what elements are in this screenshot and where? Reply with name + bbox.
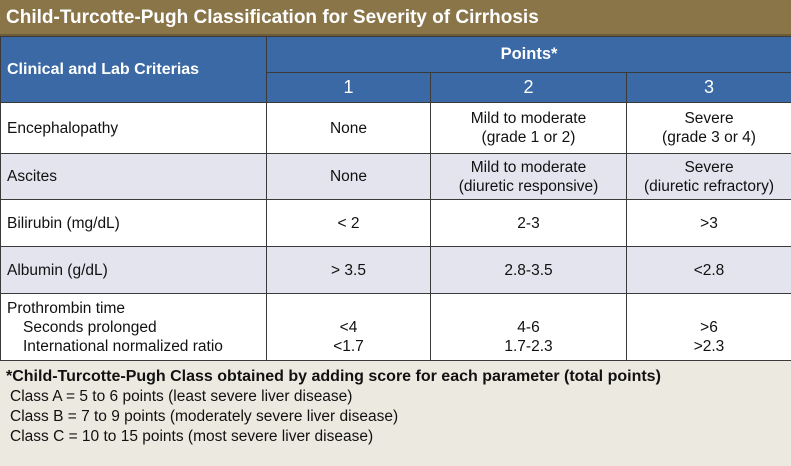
cell-line: >6 [700, 318, 718, 336]
points-2-cell [431, 154, 627, 200]
cell-line: (diuretic responsive) [458, 177, 599, 195]
points-1-cell: None [267, 154, 431, 200]
cell-line: 1.7-2.3 [504, 337, 553, 355]
cell-line: Severe [684, 110, 734, 127]
cell-line: Mild to moderate [470, 158, 587, 176]
criteria-cell: Ascites [1, 154, 267, 200]
points-1-cell [267, 294, 431, 361]
cell-line: International normalized ratio [23, 337, 223, 355]
classification-table [0, 36, 791, 361]
footnote [0, 361, 791, 447]
criteria-cell: Albumin (g/dL) [1, 247, 267, 294]
points-1-cell: None [267, 103, 431, 154]
points-2-cell: 2.8-3.5 [431, 247, 627, 294]
cell-line: (grade 3 or 4) [662, 129, 756, 146]
points-column-3: 3 [627, 73, 791, 103]
footnote-title: *Child-Turcotte-Pugh Class obtained by adding score for each parameter (total points) [6, 368, 661, 385]
table-row [1, 247, 791, 294]
points-3-cell [627, 154, 791, 200]
cell-line: Severe [684, 158, 734, 176]
points-2-cell [431, 103, 627, 154]
points-column-1: 1 [267, 73, 431, 103]
points-2-cell [431, 294, 627, 361]
cell-line: <1.7 [333, 337, 364, 355]
points-2-cell: 2-3 [431, 200, 627, 247]
footnote-line: Class A = 5 to 6 points (least severe liver disease) [10, 388, 353, 405]
cell-line: (grade 1 or 2) [481, 129, 576, 146]
criteria-cell: Bilirubin (mg/dL) [1, 200, 267, 247]
page-title: Child-Turcotte-Pugh Classification for Severity of Cirrhosis [0, 0, 791, 36]
points-3-cell [627, 294, 791, 361]
table-row [1, 154, 791, 200]
points-1-cell: < 2 [267, 200, 431, 247]
points-3-cell: >3 [627, 200, 791, 247]
points-3-cell: <2.8 [627, 247, 791, 294]
cell-line: 4-6 [517, 318, 540, 336]
table-row [1, 103, 791, 154]
points-column-2: 2 [431, 73, 627, 103]
cell-line: <4 [339, 318, 358, 336]
cell-line: Prothrombin time [7, 299, 126, 317]
cell-line: (diuretic refractory) [643, 177, 775, 195]
cell-line: Mild to moderate [470, 110, 587, 127]
cell-line: Seconds prolonged [23, 318, 157, 336]
points-3-cell [627, 103, 791, 154]
footnote-line: Class B = 7 to 9 points (moderately severe liver disease) [10, 408, 399, 425]
table-row [1, 200, 791, 247]
table-row [1, 294, 791, 361]
criteria-cell: Encephalopathy [1, 103, 267, 154]
points-header: Points* [267, 37, 791, 73]
points-1-cell: > 3.5 [267, 247, 431, 294]
footnote-line: Class C = 10 to 15 points (most severe liver disease) [10, 428, 374, 445]
criteria-header: Clinical and Lab Criterias [1, 37, 267, 103]
criteria-cell [1, 294, 267, 361]
cell-line: >2.3 [693, 337, 725, 355]
